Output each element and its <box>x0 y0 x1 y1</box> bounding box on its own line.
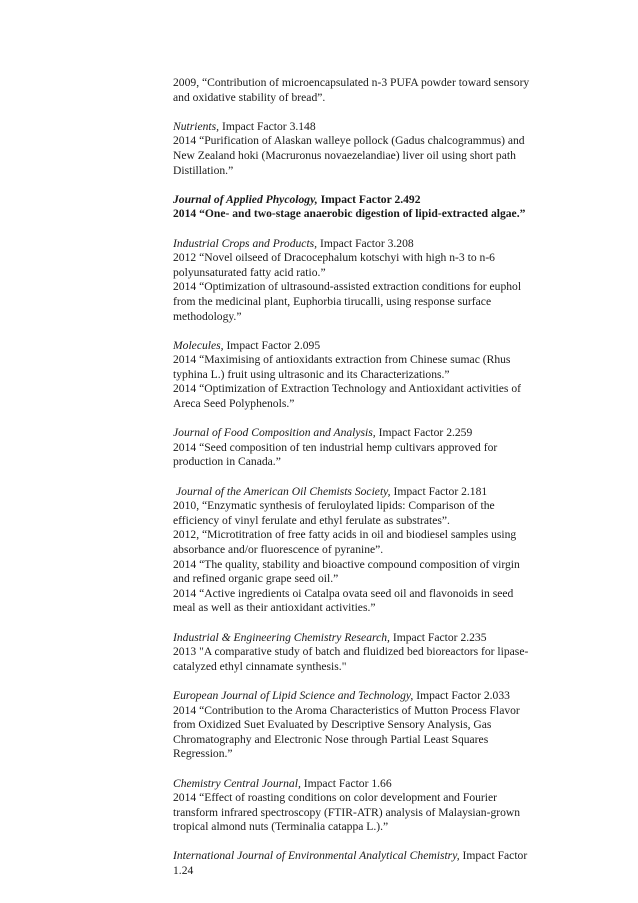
citation-line: transform infrared spectroscopy (FTIR-ATR) analysis of Malaysian-grown <box>173 805 521 819</box>
publication-entry-ie-chem-research <box>173 631 551 675</box>
citation-line: Distillation.” <box>173 163 234 177</box>
impact-factor: Impact Factor 3.208 <box>317 236 414 250</box>
publication-entry-1 <box>173 76 551 105</box>
journal-name: Molecules, <box>173 338 224 352</box>
citation-line: typhina L.) fruit using ultrasonic and its Characterizations.” <box>173 367 450 381</box>
citation-line: meal as well as their antioxidant activities.” <box>173 601 376 615</box>
journal-name: European Journal of Lipid Science and Technology, <box>173 688 414 702</box>
impact-factor: Impact Factor 2.095 <box>223 338 321 352</box>
journal-heading <box>173 689 551 704</box>
journal-name: Nutrients, <box>173 119 220 133</box>
publication-entry-ejlst <box>173 689 551 762</box>
citation-line: 2014 “Maximising of antioxidants extraction from Chinese sumac (Rhus <box>173 353 511 367</box>
citation-line: New Zealand hoki (Macruronus novaezelandiae) liver oil using short path <box>173 148 516 162</box>
journal-name: Chemistry Central Journal, <box>173 776 301 790</box>
impact-factor: Impact Factor 2.259 <box>375 426 473 440</box>
citation-line: 2009, “Contribution of microencapsulated n-3 PUFA powder toward sensory <box>173 76 530 89</box>
publication-entry-chem-central <box>173 777 551 835</box>
journal-heading <box>173 631 551 646</box>
document-page <box>173 76 551 893</box>
journal-heading <box>173 237 551 252</box>
citation-line: and oxidative stability of bread”. <box>173 90 326 104</box>
impact-factor: Impact Factor 2.492 <box>317 192 421 206</box>
citation-line: 2014 “The quality, stability and bioactive compound composition of virgin <box>173 557 520 571</box>
journal-name: Industrial Crops and Products, <box>173 236 318 250</box>
publication-entry-applied-phycology <box>173 193 551 222</box>
citation-line: production in Canada.” <box>173 455 281 469</box>
citation-line: 2010, “Enzymatic synthesis of feruloylated lipids: Comparison of the <box>173 499 495 513</box>
citation-line: Regression.” <box>173 747 233 761</box>
impact-factor: Impact Factor <box>459 849 528 863</box>
publication-entry-aocs <box>173 485 551 616</box>
citation-line: 1.24 <box>173 864 194 878</box>
impact-factor: Impact Factor 2.181 <box>390 484 488 498</box>
journal-heading <box>173 339 551 354</box>
citation-line: polyunsaturated fatty acid ratio.” <box>173 265 326 279</box>
impact-factor: Impact Factor 2.033 <box>413 688 510 702</box>
publication-entry-molecules <box>173 339 551 412</box>
impact-factor: Impact Factor 1.66 <box>300 776 392 790</box>
impact-factor: Impact Factor 2.235 <box>389 630 487 644</box>
publication-entry-ijeac <box>173 849 551 878</box>
citation-line: 2014 “Seed composition of ten industrial hemp cultivars approved for <box>173 440 498 454</box>
impact-factor: Impact Factor 3.148 <box>219 119 316 133</box>
citation-line: Areca Seed Polyphenols.” <box>173 397 295 411</box>
citation-line: from Oxidized Suet Evaluated by Descriptive Sensory Analysis, Gas <box>173 718 492 732</box>
citation-line: absorbance and/or fluorescence of pyranine”. <box>173 543 384 556</box>
citation-line: 2014 “Effect of roasting conditions on color development and Fourier <box>173 791 498 805</box>
citation-line: 2014 “One- and two-stage anaerobic digestion of lipid-extracted algae.” <box>173 207 526 221</box>
citation-line: 2013 "A comparative study of batch and fluidized bed bioreactors for lipase- <box>173 645 529 659</box>
journal-name: International Journal of Environmental Analytical Chemistry, <box>173 849 460 863</box>
citation-line: tropical almond nuts (Terminalia catappa L.).” <box>173 820 389 834</box>
journal-name: Journal of Food Composition and Analysis, <box>173 426 376 440</box>
citation-line: 2012, “Microtitration of free fatty acids in oil and biodiesel samples using <box>173 528 517 542</box>
citation-line: 2014 “Optimization of Extraction Technology and Antioxidant activities of <box>173 382 521 396</box>
citation-line: from the medicinal plant, Euphorbia tirucalli, using response surface <box>173 294 492 308</box>
journal-heading <box>173 193 551 208</box>
citation-line: Chromatography and Electronic Nose through Partial Least Squares <box>173 732 489 746</box>
journal-name: Journal of Applied Phycology, <box>173 192 318 206</box>
journal-name: Industrial & Engineering Chemistry Research, <box>173 630 390 644</box>
journal-name: Journal of the American Oil Chemists Society, <box>176 484 391 498</box>
citation-line: efficiency of vinyl ferulate and ethyl ferulate as substrates”. <box>173 513 450 527</box>
citation-line: 2014 “Contribution to the Aroma Characteristics of Mutton Process Flavor <box>173 703 520 717</box>
publication-entry-food-composition <box>173 426 551 470</box>
citation-line: 2014 “Purification of Alaskan walleye pollock (Gadus chalcogrammus) and <box>173 134 525 148</box>
publication-entry-nutrients <box>173 120 551 178</box>
citation-line: 2014 “Optimization of ultrasound-assisted extraction conditions for euphol <box>173 280 522 294</box>
journal-heading <box>173 777 551 792</box>
citation-line: catalyzed ethyl cinnamate synthesis." <box>173 659 347 673</box>
journal-heading <box>173 849 551 864</box>
journal-heading <box>173 485 551 500</box>
citation-line: 2014 “Active ingredients oi Catalpa ovata seed oil and flavonoids in seed <box>173 586 514 600</box>
citation-line: 2012 “Novel oilseed of Dracocephalum kotschyi with high n-3 to n-6 <box>173 251 495 265</box>
journal-heading <box>173 120 551 135</box>
citation-line: and refined organic grape seed oil.” <box>173 572 339 586</box>
publication-entry-industrial-crops <box>173 237 551 325</box>
journal-heading <box>173 426 551 441</box>
citation-line: methodology.” <box>173 309 242 323</box>
